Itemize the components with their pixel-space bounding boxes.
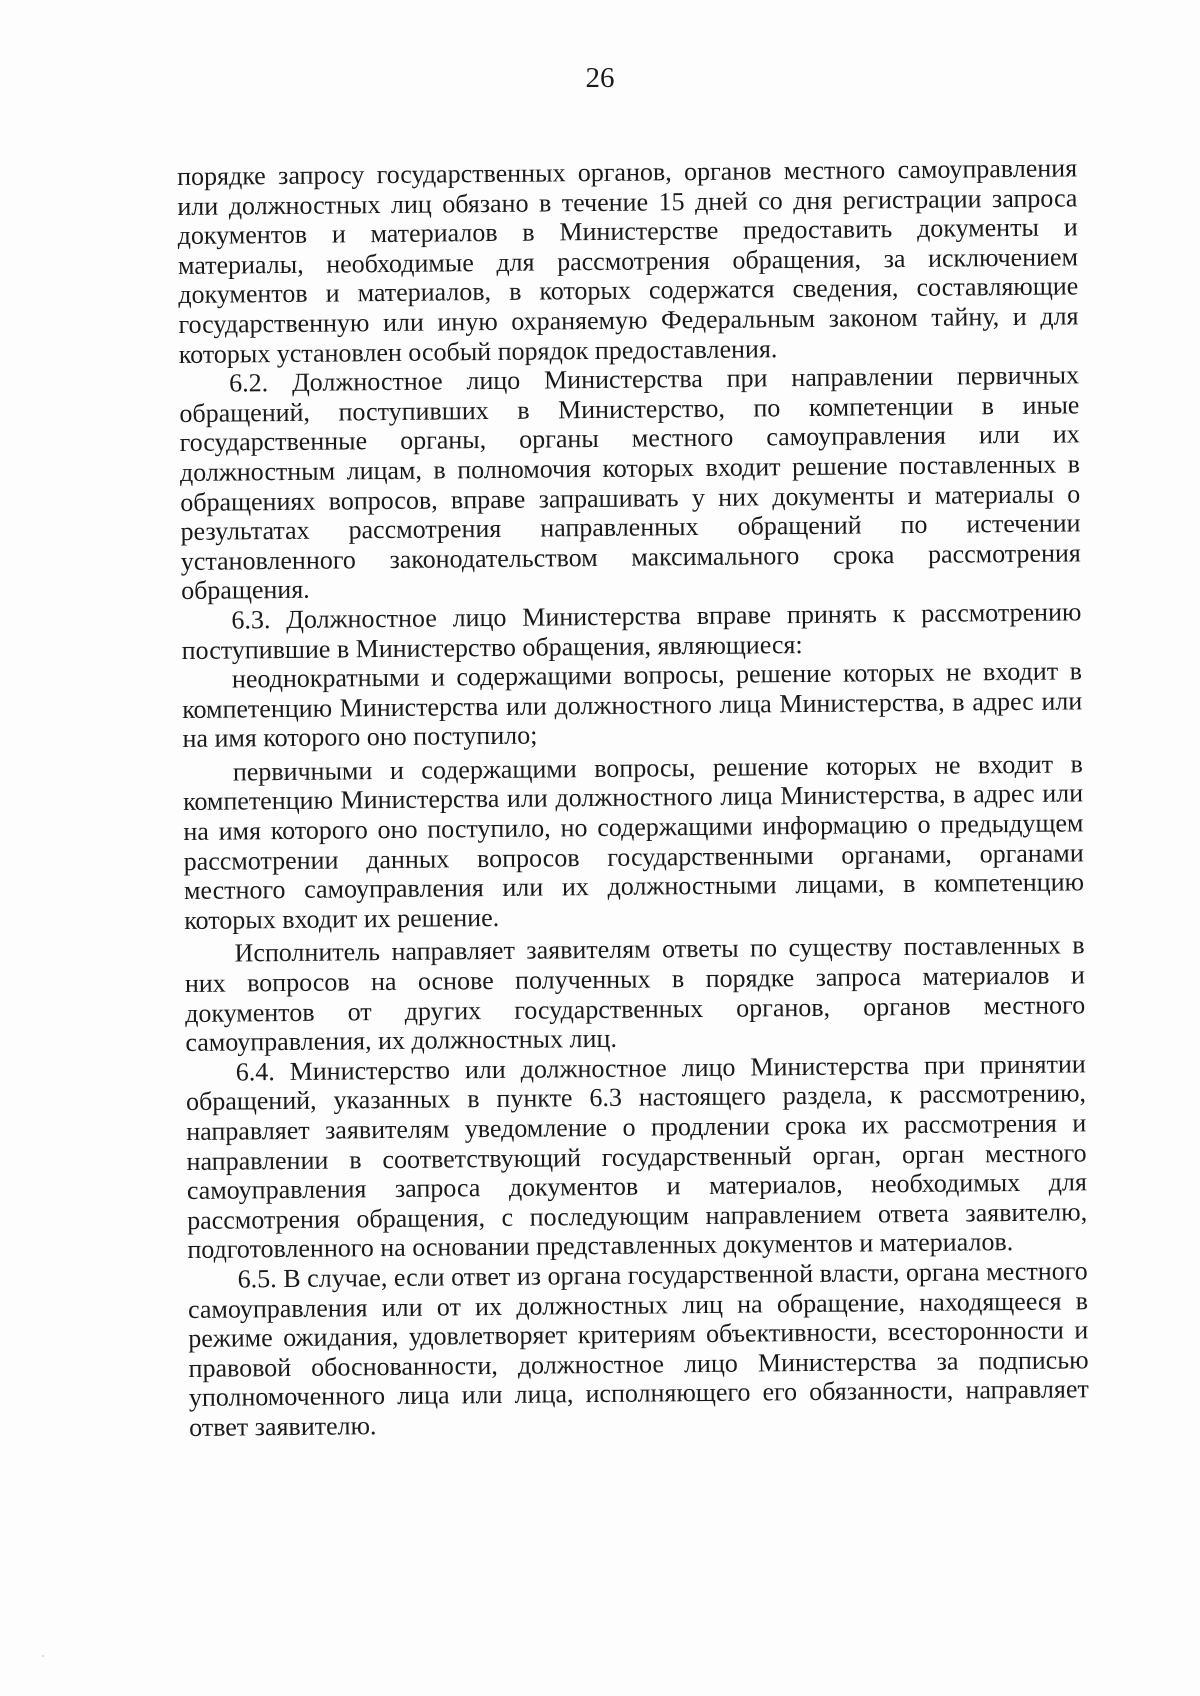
paragraph-6-3-item-repeated: неоднократными и содержащими вопросы, решение которых не входит в компетенцию Министерства или должностного лица Министерства, в адрес или на имя которого оно поступило; — [182, 656, 1083, 754]
page-number: 26 — [585, 62, 615, 94]
paragraph-continuation: порядке запросу государственных органов, органов местного самоуправления или должностных лиц обязано в течение 15 дней со дня регистрации запроса документов и материалов в Министерстве предоставить документы и материалы, необходимые для рассмотрения обращения, за исключением документов и материалов, в которых содержатся сведения, составляющие государственную или иную охраняемую Федеральным законом тайну, и для которых установлен особый порядок предоставления. — [177, 153, 1079, 369]
document-body — [177, 153, 1089, 1442]
paragraph-6-2: 6.2. Должностное лицо Министерства при направлении первичных обращений, поступивших в Министерство, по компетенции в иные государственные органы, органы местного самоуправления или их должностным лицам, в полномочия которых входит решение поставленных в обращениях вопросов, вправе запрашивать у них документы и материалы о результатах рассмотрения направленных обращений по истечении установленного законодательством максимального срока рассмотрения обращения. — [179, 360, 1081, 606]
paragraph-6-4: 6.4. Министерство или должностное лицо Министерства при принятии обращений, указанных в пункте 6.3 настоящего раздела, к рассмотрению, направляет заявителям уведомление о продлении срока их рассмотрения и направлении в соответствующий государственный орган, орган местного самоуправления запроса документов и материалов, необходимых для рассмотрения обращения, с последующим направлением ответа заявителю, подготовленного на основании представленных документов и материалов. — [185, 1049, 1088, 1265]
scan-speck — [42, 1655, 44, 1657]
paragraph-executor: Исполнитель направляет заявителям ответы по существу поставленных в них вопросов на основе полученных в порядке запроса материалов и документов от других государственных органов, органов местного самоуправления, их должностных лиц. — [184, 930, 1086, 1058]
paragraph-6-3: 6.3. Должностное лицо Министерства вправе принять к рассмотрению поступившие в Министерство обращения, являющиеся: — [181, 597, 1082, 665]
paragraph-6-5: 6.5. В случае, если ответ из органа государственной власти, органа местного самоуправления или от их должностных лиц на обращение, находящееся в режиме ожидания, удовлетворяет критериям объективности, всесторонности и правовой обоснованности, должностное лицо Министерства за подписью уполномоченного лица или лица, исполняющего его обязанности, направляет ответ заявителю. — [187, 1256, 1089, 1442]
paragraph-6-3-item-primary: первичными и содержащими вопросы, решение которых не входит в компетенцию Министерства или должностного лица Министерства, в адрес или на имя которого оно поступило, но содержащими информацию о предыдущем рассмотрении данных вопросов государственными органами, органами местного самоуправления или их должностными лицами, в компетенцию которых входит их решение. — [183, 749, 1085, 935]
